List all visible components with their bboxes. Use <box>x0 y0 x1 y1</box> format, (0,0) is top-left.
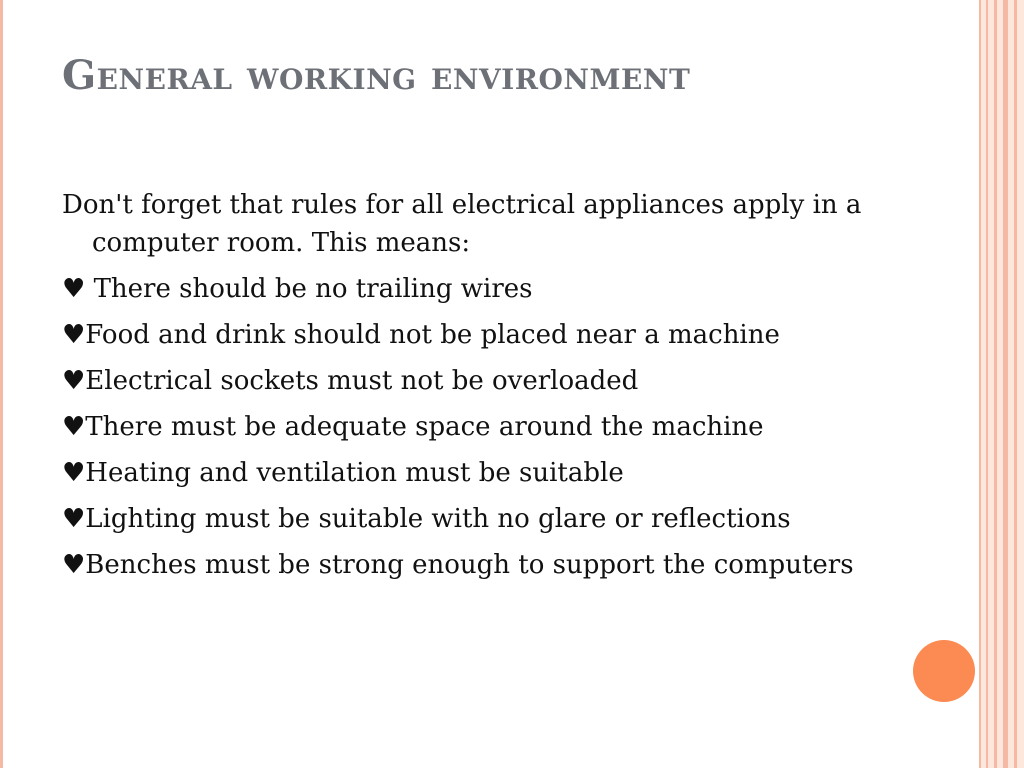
bullet-item: ♥Lighting must be suitable with no glare or reflections <box>62 504 791 534</box>
intro-paragraph: Don't forget that rules for all electrical appliances apply in a computer room. This means: <box>62 190 862 258</box>
right-stripe <box>1014 0 1017 768</box>
bullet-item: ♥Heating and ventilation must be suitable <box>62 458 624 488</box>
decorative-circle <box>913 640 975 702</box>
bullet-item: ♥Benches must be strong enough to support the computers <box>62 550 854 580</box>
slide-title: General working environment <box>62 52 691 99</box>
bullet-item: ♥Electrical sockets must not be overloaded <box>62 366 639 396</box>
left-border-line <box>0 0 3 768</box>
right-stripe <box>979 0 981 768</box>
right-stripe <box>986 0 988 768</box>
bullet-item: ♥There must be adequate space around the machine <box>62 412 764 442</box>
right-stripe <box>1003 0 1008 768</box>
bullet-item: ♥ There should be no trailing wires <box>62 274 533 304</box>
bullet-item: ♥Food and drink should not be placed near a machine <box>62 320 780 350</box>
slide-body <box>62 186 892 584</box>
right-stripe <box>994 0 997 768</box>
